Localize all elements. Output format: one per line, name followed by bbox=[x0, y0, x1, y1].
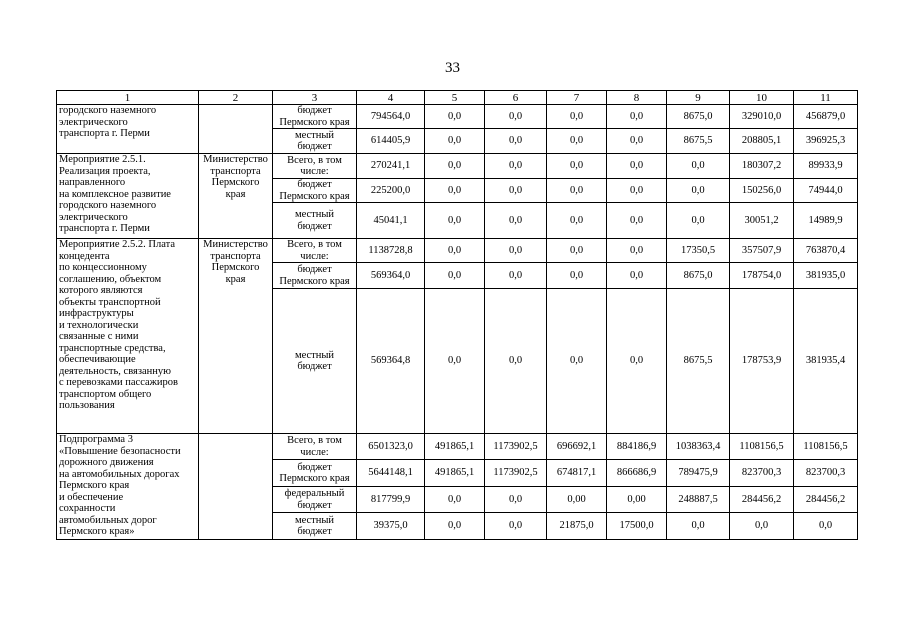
amount-cell: 178754,0 bbox=[730, 263, 794, 289]
amount-cell: 0,0 bbox=[425, 289, 485, 434]
amount-cell: 0,0 bbox=[547, 105, 607, 129]
responsible-organization: Министерство транспорта Пермского края bbox=[199, 239, 273, 434]
amount-cell: 0,0 bbox=[607, 179, 667, 203]
column-header: 8 bbox=[607, 91, 667, 105]
amount-cell: 0,0 bbox=[607, 105, 667, 129]
amount-cell: 0,0 bbox=[485, 179, 547, 203]
amount-cell: 763870,4 bbox=[794, 239, 858, 263]
responsible-organization bbox=[199, 105, 273, 154]
funding-source: местный бюджет bbox=[273, 129, 357, 154]
column-header: 4 bbox=[357, 91, 425, 105]
amount-cell: 45041,1 bbox=[357, 203, 425, 239]
amount-cell: 8675,5 bbox=[667, 129, 730, 154]
column-header: 1 bbox=[57, 91, 199, 105]
funding-source: Всего, в том числе: bbox=[273, 239, 357, 263]
amount-cell: 0,0 bbox=[607, 154, 667, 179]
amount-cell: 0,0 bbox=[485, 487, 547, 513]
amount-cell: 0,0 bbox=[547, 289, 607, 434]
amount-cell: 0,0 bbox=[425, 129, 485, 154]
amount-cell: 0,0 bbox=[667, 203, 730, 239]
amount-cell: 396925,3 bbox=[794, 129, 858, 154]
amount-cell: 0,0 bbox=[425, 154, 485, 179]
amount-cell: 0,0 bbox=[667, 513, 730, 540]
amount-cell: 0,0 bbox=[547, 239, 607, 263]
amount-cell: 866686,9 bbox=[607, 460, 667, 487]
amount-cell: 0,00 bbox=[547, 487, 607, 513]
amount-cell: 17500,0 bbox=[607, 513, 667, 540]
column-header: 7 bbox=[547, 91, 607, 105]
amount-cell: 0,0 bbox=[485, 105, 547, 129]
column-header: 5 bbox=[425, 91, 485, 105]
funding-source: бюджет Пермского края bbox=[273, 179, 357, 203]
amount-cell: 0,0 bbox=[485, 239, 547, 263]
measure-description: Мероприятие 2.5.1. Реализация проекта, направленного на комплексное развитие городского наземного электрического транспорта г. Перми bbox=[57, 154, 199, 239]
amount-cell: 0,0 bbox=[730, 513, 794, 540]
amount-cell: 6501323,0 bbox=[357, 434, 425, 460]
amount-cell: 357507,9 bbox=[730, 239, 794, 263]
amount-cell: 0,00 bbox=[607, 487, 667, 513]
amount-cell: 696692,1 bbox=[547, 434, 607, 460]
amount-cell: 0,0 bbox=[607, 129, 667, 154]
amount-cell: 284456,2 bbox=[730, 487, 794, 513]
amount-cell: 0,0 bbox=[485, 203, 547, 239]
amount-cell: 794564,0 bbox=[357, 105, 425, 129]
budget-table bbox=[56, 90, 858, 540]
funding-source: местный бюджет bbox=[273, 203, 357, 239]
amount-cell: 8675,5 bbox=[667, 289, 730, 434]
funding-source: бюджет Пермского края bbox=[273, 460, 357, 487]
page-number: 33 bbox=[445, 60, 460, 76]
amount-cell: 0,0 bbox=[485, 289, 547, 434]
amount-cell: 491865,1 bbox=[425, 434, 485, 460]
column-header: 3 bbox=[273, 91, 357, 105]
amount-cell: 0,0 bbox=[425, 105, 485, 129]
amount-cell: 789475,9 bbox=[667, 460, 730, 487]
column-header: 10 bbox=[730, 91, 794, 105]
amount-cell: 491865,1 bbox=[425, 460, 485, 487]
amount-cell: 5644148,1 bbox=[357, 460, 425, 487]
amount-cell: 0,0 bbox=[667, 179, 730, 203]
amount-cell: 823700,3 bbox=[794, 460, 858, 487]
amount-cell: 30051,2 bbox=[730, 203, 794, 239]
amount-cell: 0,0 bbox=[547, 129, 607, 154]
amount-cell: 0,0 bbox=[547, 154, 607, 179]
amount-cell: 39375,0 bbox=[357, 513, 425, 540]
amount-cell: 248887,5 bbox=[667, 487, 730, 513]
amount-cell: 614405,9 bbox=[357, 129, 425, 154]
funding-source: местный бюджет bbox=[273, 513, 357, 540]
amount-cell: 208805,1 bbox=[730, 129, 794, 154]
table-row bbox=[57, 434, 858, 460]
amount-cell: 74944,0 bbox=[794, 179, 858, 203]
amount-cell: 8675,0 bbox=[667, 263, 730, 289]
responsible-organization bbox=[199, 434, 273, 540]
measure-description: Подпрограмма 3 «Повышение безопасности дорожного движения на автомобильных дорогах Пермского края и обеспечение сохранности автомобильных дорог Пермского края» bbox=[57, 434, 199, 540]
amount-cell: 329010,0 bbox=[730, 105, 794, 129]
amount-cell: 0,0 bbox=[794, 513, 858, 540]
amount-cell: 270241,1 bbox=[357, 154, 425, 179]
amount-cell: 0,0 bbox=[485, 154, 547, 179]
responsible-organization: Министерство транспорта Пермского края bbox=[199, 154, 273, 239]
amount-cell: 21875,0 bbox=[547, 513, 607, 540]
amount-cell: 225200,0 bbox=[357, 179, 425, 203]
measure-description: Мероприятие 2.5.2. Плата концедента по концессионному соглашению, объектом которого являются объекты транспортной инфраструктуры и технологически связанные с ними транспортные средства, обеспечивающие деятельность, связанную с перевозками пассажиров транспортом общего пользования bbox=[57, 239, 199, 434]
amount-cell: 569364,0 bbox=[357, 263, 425, 289]
amount-cell: 0,0 bbox=[607, 263, 667, 289]
funding-source: местный бюджет bbox=[273, 289, 357, 434]
amount-cell: 0,0 bbox=[547, 179, 607, 203]
column-header: 9 bbox=[667, 91, 730, 105]
funding-source: бюджет Пермского края bbox=[273, 105, 357, 129]
amount-cell: 89933,9 bbox=[794, 154, 858, 179]
table-row bbox=[57, 154, 858, 179]
amount-cell: 674817,1 bbox=[547, 460, 607, 487]
amount-cell: 0,0 bbox=[667, 154, 730, 179]
amount-cell: 0,0 bbox=[607, 203, 667, 239]
amount-cell: 569364,8 bbox=[357, 289, 425, 434]
header-row bbox=[57, 91, 858, 105]
amount-cell: 456879,0 bbox=[794, 105, 858, 129]
funding-source: федеральный бюджет bbox=[273, 487, 357, 513]
amount-cell: 884186,9 bbox=[607, 434, 667, 460]
amount-cell: 1173902,5 bbox=[485, 434, 547, 460]
amount-cell: 1173902,5 bbox=[485, 460, 547, 487]
amount-cell: 1038363,4 bbox=[667, 434, 730, 460]
amount-cell: 284456,2 bbox=[794, 487, 858, 513]
amount-cell: 0,0 bbox=[547, 263, 607, 289]
amount-cell: 17350,5 bbox=[667, 239, 730, 263]
amount-cell: 0,0 bbox=[425, 239, 485, 263]
funding-source: бюджет Пермского края bbox=[273, 263, 357, 289]
amount-cell: 817799,9 bbox=[357, 487, 425, 513]
amount-cell: 150256,0 bbox=[730, 179, 794, 203]
amount-cell: 0,0 bbox=[425, 487, 485, 513]
amount-cell: 0,0 bbox=[607, 289, 667, 434]
amount-cell: 14989,9 bbox=[794, 203, 858, 239]
amount-cell: 8675,0 bbox=[667, 105, 730, 129]
amount-cell: 0,0 bbox=[547, 203, 607, 239]
amount-cell: 0,0 bbox=[485, 263, 547, 289]
amount-cell: 823700,3 bbox=[730, 460, 794, 487]
amount-cell: 1108156,5 bbox=[794, 434, 858, 460]
amount-cell: 0,0 bbox=[485, 513, 547, 540]
amount-cell: 381935,0 bbox=[794, 263, 858, 289]
amount-cell: 0,0 bbox=[607, 239, 667, 263]
amount-cell: 180307,2 bbox=[730, 154, 794, 179]
measure-description: городского наземного электрического транспорта г. Перми bbox=[57, 105, 199, 154]
table-row bbox=[57, 105, 858, 129]
amount-cell: 1108156,5 bbox=[730, 434, 794, 460]
column-header: 11 bbox=[794, 91, 858, 105]
amount-cell: 0,0 bbox=[425, 203, 485, 239]
amount-cell: 0,0 bbox=[425, 263, 485, 289]
funding-source: Всего, в том числе: bbox=[273, 434, 357, 460]
amount-cell: 0,0 bbox=[425, 179, 485, 203]
table-row bbox=[57, 239, 858, 263]
amount-cell: 0,0 bbox=[425, 513, 485, 540]
amount-cell: 178753,9 bbox=[730, 289, 794, 434]
amount-cell: 0,0 bbox=[485, 129, 547, 154]
column-header: 6 bbox=[485, 91, 547, 105]
funding-source: Всего, в том числе: bbox=[273, 154, 357, 179]
amount-cell: 1138728,8 bbox=[357, 239, 425, 263]
column-header: 2 bbox=[199, 91, 273, 105]
amount-cell: 381935,4 bbox=[794, 289, 858, 434]
